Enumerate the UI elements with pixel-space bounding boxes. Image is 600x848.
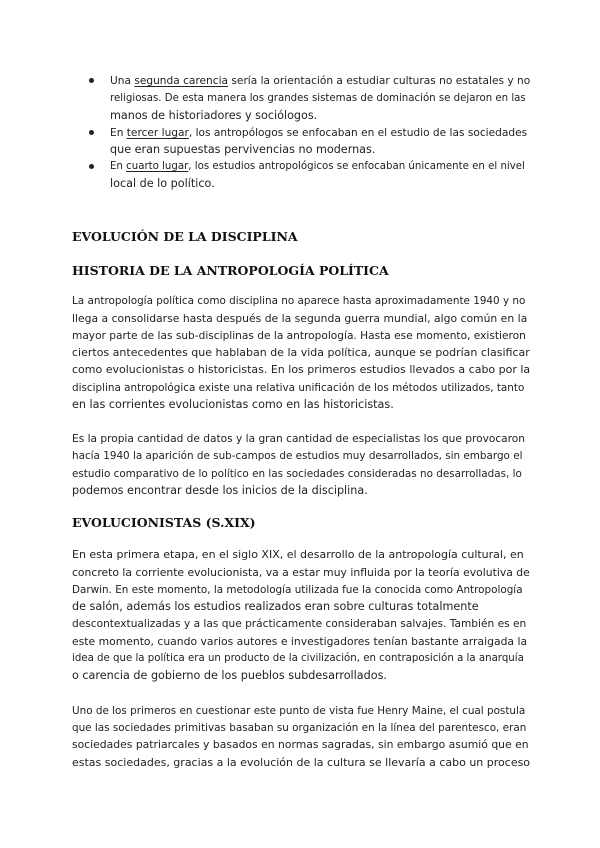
bullet-3-line-2: local de lo político. bbox=[110, 177, 215, 190]
paragraph-line: podemos encontrar desde los inicios de la disciplina. bbox=[72, 484, 368, 497]
paragraph-line: concreto la corriente evolucionista, va a estar muy influida por la teoría evolutiva de bbox=[72, 566, 530, 579]
paragraph-line: llega a consolidarse hasta después de la segunda guerra mundial, algo común en la bbox=[72, 312, 528, 325]
paragraph-line: hacía 1940 la aparición de sub-campos de estudios muy desarrollados, sin embargo el bbox=[72, 450, 523, 462]
paragraph-line: Uno de los primeros en cuestionar este punto de vista fue Henry Maine, el cual postula bbox=[72, 705, 526, 717]
bullet-2-term: tercer lugar bbox=[126, 127, 189, 139]
heading-historia: HISTORIA DE LA ANTROPOLOGÍA POLÍTICA bbox=[72, 263, 389, 278]
paragraph-line: que las sociedades primitivas basaban su organización en la línea del parentesco, eran bbox=[72, 722, 527, 734]
paragraph-line: este momento, cuando varios autores e investigadores tenían bastante arraigada la bbox=[72, 635, 528, 648]
bullet-1-line-3: manos de historiadores y sociólogos. bbox=[110, 109, 318, 122]
bullet-3-pre: En bbox=[110, 161, 127, 172]
bullet-dot bbox=[89, 78, 94, 83]
paragraph-line: descontextualizadas y a las que prácticamente consideraban salvajes. También es en bbox=[72, 618, 527, 630]
paragraph-line: mayor parte de las sub-disciplinas de la antropología. Hasta ese momento, existieron bbox=[72, 330, 526, 342]
paragraph-line: como evolucionistas o historicistas. En los primeros estudios llevados a cabo por la bbox=[72, 363, 531, 376]
bullet-2-line-1 bbox=[110, 124, 527, 142]
bullet-3-post: , los estudios antropológicos se enfocaban únicamente en el nivel bbox=[188, 161, 525, 172]
paragraph-line: de salón, además los estudios realizados eran sobre culturas totalmente bbox=[72, 600, 479, 613]
bullet-1-post: sería la orientación a estudiar culturas no estatales y no bbox=[228, 75, 531, 87]
bullet-1-line-1 bbox=[110, 72, 530, 90]
bullet-2-pre: En bbox=[110, 127, 127, 139]
bullet-2-line-2: que eran supuestas pervivencias no modernas. bbox=[110, 143, 376, 156]
paragraph-line: disciplina antropológica existe una relativa unificación de los métodos utilizados, tanto bbox=[72, 382, 525, 394]
paragraph-line: estudio comparativo de lo político en las sociedades consideradas no desarrolladas, lo bbox=[72, 468, 522, 480]
heading-evolucionistas: EVOLUCIONISTAS (S.XIX) bbox=[72, 515, 256, 530]
bullet-1-term: segunda carencia bbox=[134, 75, 229, 87]
bullet-2-post: , los antropólogos se enfocaban en el estudio de las sociedades bbox=[188, 127, 528, 139]
paragraph-line: estas sociedades, gracias a la evolución de la cultura se llevaría a cabo un proceso bbox=[72, 756, 531, 769]
bullet-3-line-1 bbox=[110, 158, 525, 176]
bullet-1-line-2: religiosas. De esta manera los grandes sistemas de dominación se dejaron en las bbox=[110, 93, 526, 104]
paragraph-line: sociedades patriarcales y basados en normas sagradas, sin embargo asumió que en bbox=[72, 738, 529, 751]
paragraph-line: en las corrientes evolucionistas como en las historicistas. bbox=[72, 398, 394, 411]
heading-evolucion: EVOLUCIÓN DE LA DISCIPLINA bbox=[72, 229, 298, 244]
paragraph-line: ciertos antecedentes que hablaban de la vida política, aunque se podrían clasificar bbox=[72, 346, 530, 359]
bullet-dot bbox=[89, 164, 94, 169]
bullet-dot bbox=[89, 130, 94, 135]
paragraph-line: En esta primera etapa, en el siglo XIX, el desarrollo de la antropología cultural, en bbox=[72, 548, 524, 561]
paragraph-line: La antropología política como disciplina no aparece hasta aproximadamente 1940 y no bbox=[72, 295, 526, 307]
paragraph-line: idea de que la política era un producto de la civilización, en contraposición a la anarquía bbox=[72, 653, 524, 664]
paragraph-line: Es la propia cantidad de datos y la gran cantidad de especialistas los que provocaron bbox=[72, 433, 525, 445]
bullet-1-pre: Una bbox=[110, 75, 135, 87]
paragraph-line: o carencia de gobierno de los pueblos subdesarrollados. bbox=[72, 669, 387, 682]
bullet-3-term: cuarto lugar bbox=[126, 161, 189, 172]
paragraph-line: Darwin. En este momento, la metodología utilizada fue la conocida como Antropología bbox=[72, 584, 523, 596]
